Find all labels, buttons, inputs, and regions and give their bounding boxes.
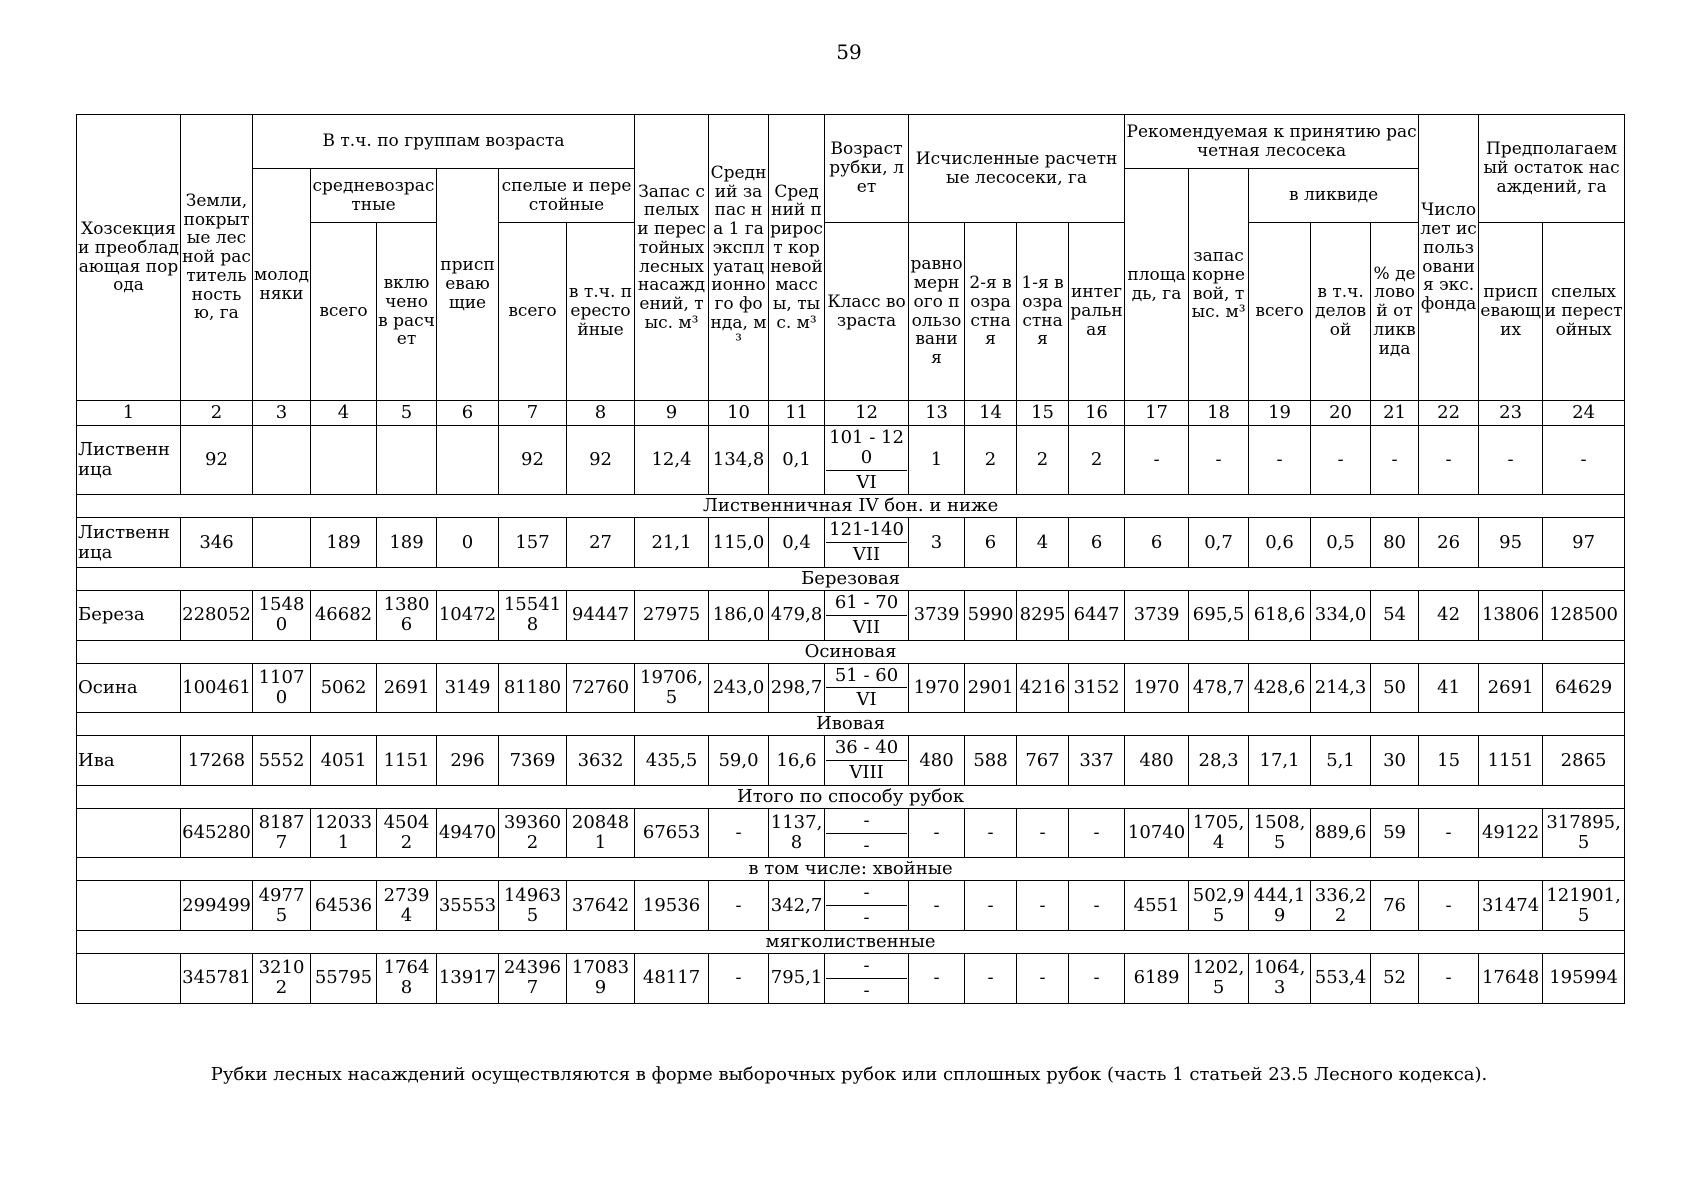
table-cell: 100461: [181, 663, 253, 713]
table-cell: 0: [437, 518, 499, 568]
species-cell: [77, 953, 181, 1003]
table-cell: 6189: [1125, 953, 1189, 1003]
table-cell: 1508,5: [1249, 808, 1311, 858]
table-cell: 3149: [437, 663, 499, 713]
table-cell: 48117: [635, 953, 709, 1003]
table-cell: 6: [1125, 518, 1189, 568]
table-cell: 115,0: [709, 518, 769, 568]
table-cell: 12,4: [635, 426, 709, 495]
section-row: [77, 713, 1625, 736]
table-cell: 1151: [1479, 736, 1543, 786]
table-cell: 243,0: [709, 663, 769, 713]
header-area: площадь, га: [1125, 169, 1189, 401]
table-cell: 27394: [377, 881, 437, 931]
header-age-class: Класс возраста: [825, 223, 909, 401]
table-cell: 228052: [181, 590, 253, 640]
table-cell: 479,8: [769, 590, 825, 640]
header-first-age: 1-я возрастная: [1017, 223, 1069, 401]
cutting-age-value: 36 - 40: [826, 736, 907, 761]
header-remaining-stands: Предполагаемый остаток насаждений, га: [1479, 115, 1625, 223]
table-cell: -: [1125, 426, 1189, 495]
table-cell: 59,0: [709, 736, 769, 786]
table-cell: 27975: [635, 590, 709, 640]
table-cell: 81180: [499, 663, 567, 713]
table-cell: 30: [1371, 736, 1419, 786]
table-cell: 243967: [499, 953, 567, 1003]
table-cell: 435,5: [635, 736, 709, 786]
table-cell: 478,7: [1189, 663, 1249, 713]
column-number: 14: [965, 401, 1017, 426]
table-cell: -: [1069, 881, 1125, 931]
header-years-of-use: Число лет использования экс. фонда: [1419, 115, 1479, 401]
table-cell: 5990: [965, 590, 1017, 640]
column-number: 5: [377, 401, 437, 426]
table-cell: 45042: [377, 808, 437, 858]
table-cell: -: [709, 808, 769, 858]
table-cell: 10472: [437, 590, 499, 640]
table-cell: 32102: [253, 953, 311, 1003]
table-cell: 6: [1069, 518, 1125, 568]
table-cell: -: [1017, 808, 1069, 858]
table-cell: 17648: [377, 953, 437, 1003]
cutting-age-value: -: [826, 954, 907, 979]
table-cell: 553,4: [1311, 953, 1371, 1003]
column-number: 17: [1125, 401, 1189, 426]
column-number: 16: [1069, 401, 1125, 426]
header-recommended-cut: Рекомендуемая к принятию расчетная лесосека: [1125, 115, 1419, 169]
section-row: [77, 858, 1625, 881]
table-cell: 4551: [1125, 881, 1189, 931]
table-cell: 0,1: [769, 426, 825, 495]
column-number: 20: [1311, 401, 1371, 426]
table-cell: 28,3: [1189, 736, 1249, 786]
table-cell: 2: [965, 426, 1017, 495]
header-avg-growth: Средний прирост корневой массы, тыс. м³: [769, 115, 825, 401]
table-cell: 72760: [567, 663, 635, 713]
header-integral: интегральная: [1069, 223, 1125, 401]
cutting-age-value: 51 - 60: [826, 664, 907, 689]
table-cell: -: [1311, 426, 1371, 495]
table-cell: 337: [1069, 736, 1125, 786]
table-cell: 0,4: [769, 518, 825, 568]
section-label: Лиственничная IV бон. и ниже: [77, 495, 1625, 518]
table-cell: -: [1069, 808, 1125, 858]
header-maturing: приспевающие: [437, 169, 499, 401]
table-cell: 128500: [1543, 590, 1625, 640]
table-cell: 155418: [499, 590, 567, 640]
age-class-cell: [825, 518, 909, 568]
column-number: 9: [635, 401, 709, 426]
table-cell: 15: [1419, 736, 1479, 786]
column-number: 21: [1371, 401, 1419, 426]
header-avg-stock: Средний запас на 1 га эксплуатационного фонда, м³: [709, 115, 769, 401]
header-middle-included: включено в расчет: [377, 223, 437, 401]
header-middle-total: всего: [311, 223, 377, 401]
header-young: молодняки: [253, 169, 311, 401]
age-class-cell: [825, 663, 909, 713]
table-cell: -: [1419, 808, 1479, 858]
header-business-percent: % деловой от ликвида: [1371, 223, 1419, 401]
age-class-value: -: [863, 907, 870, 929]
table-cell: 49122: [1479, 808, 1543, 858]
table-cell: 6447: [1069, 590, 1125, 640]
table-cell: -: [1419, 426, 1479, 495]
header-remain-maturing: приспевающих: [1479, 223, 1543, 401]
table-cell: 149635: [499, 881, 567, 931]
table-cell: 94447: [567, 590, 635, 640]
header-forested-land: Земли, покрытые лесной растительностью, га: [181, 115, 253, 401]
table-cell: 157: [499, 518, 567, 568]
table-cell: 317895,5: [1543, 808, 1625, 858]
table-cell: 3152: [1069, 663, 1125, 713]
table-cell: [377, 426, 437, 495]
table-row: [77, 881, 1625, 931]
header-remain-mature: спелых и перестойных: [1543, 223, 1625, 401]
page-number: 59: [836, 40, 862, 64]
table-cell: 1970: [909, 663, 965, 713]
table-cell: 64629: [1543, 663, 1625, 713]
age-class-cell: [825, 736, 909, 786]
table-cell: 37642: [567, 881, 635, 931]
header-liquid-total: всего: [1249, 223, 1311, 401]
table-cell: 189: [377, 518, 437, 568]
table-cell: 5062: [311, 663, 377, 713]
section-label: в том числе: хвойные: [77, 858, 1625, 881]
table-row: [77, 590, 1625, 640]
age-class-value: VII: [852, 616, 881, 638]
header-section-species: Хозсекция и преобладающая порода: [77, 115, 181, 401]
age-class-cell: [825, 590, 909, 640]
section-label: Ивовая: [77, 713, 1625, 736]
table-cell: 428,6: [1249, 663, 1311, 713]
table-cell: 186,0: [709, 590, 769, 640]
table-cell: 3: [909, 518, 965, 568]
table-cell: -: [1479, 426, 1543, 495]
table-cell: -: [909, 881, 965, 931]
table-cell: 27: [567, 518, 635, 568]
table-cell: 76: [1371, 881, 1419, 931]
table-cell: [253, 518, 311, 568]
column-number: 1: [77, 401, 181, 426]
column-number: 22: [1419, 401, 1479, 426]
table-cell: 2: [1017, 426, 1069, 495]
table-cell: 46682: [311, 590, 377, 640]
table-cell: 767: [1017, 736, 1069, 786]
table-cell: 11070: [253, 663, 311, 713]
table-cell: 1970: [1125, 663, 1189, 713]
table-cell: -: [1371, 426, 1419, 495]
table-cell: 31474: [1479, 881, 1543, 931]
table-row: [77, 663, 1625, 713]
table-cell: 889,6: [1311, 808, 1371, 858]
table-row: [77, 736, 1625, 786]
species-cell: Береза: [77, 590, 181, 640]
age-class-cell: [825, 953, 909, 1003]
header-mature-stock: Запас спелых и перестойных лесных насаждений, тыс. м³: [635, 115, 709, 401]
table-cell: 134,8: [709, 426, 769, 495]
header-liquid: в ликвиде: [1249, 169, 1419, 223]
table-row: [77, 518, 1625, 568]
table-cell: 13806: [1479, 590, 1543, 640]
table-cell: 7369: [499, 736, 567, 786]
table-row: [77, 953, 1625, 1003]
header-second-age: 2-я возрастная: [965, 223, 1017, 401]
species-cell: [77, 881, 181, 931]
section-label: Березовая: [77, 567, 1625, 590]
cutting-age-value: 121-140: [826, 518, 907, 543]
table-cell: -: [1017, 953, 1069, 1003]
species-cell: Лиственница: [77, 518, 181, 568]
table-cell: 95: [1479, 518, 1543, 568]
table-cell: 4051: [311, 736, 377, 786]
table-cell: 1137,8: [769, 808, 825, 858]
header-liquid-business: в т.ч. деловой: [1311, 223, 1371, 401]
table-cell: 0,7: [1189, 518, 1249, 568]
table-cell: 59: [1371, 808, 1419, 858]
age-class-value: VIII: [849, 761, 884, 783]
age-class-cell: [825, 426, 909, 495]
section-label: Осиновая: [77, 640, 1625, 663]
section-row: [77, 930, 1625, 953]
age-class-value: VI: [856, 471, 877, 493]
table-cell: 80: [1371, 518, 1419, 568]
table-cell: 17648: [1479, 953, 1543, 1003]
footnote: Рубки лесных насаждений осуществляются в форме выборочных рубок или сплошных рубок (часть 1 статьей 23.5 Лесного кодекса).: [210, 1064, 1488, 1085]
table-cell: 298,7: [769, 663, 825, 713]
column-number: 15: [1017, 401, 1069, 426]
forest-harvest-table: [76, 114, 1625, 1004]
table-cell: 334,0: [1311, 590, 1371, 640]
table-cell: 55795: [311, 953, 377, 1003]
table-cell: -: [965, 808, 1017, 858]
table-cell: 444,19: [1249, 881, 1311, 931]
table-cell: 189: [311, 518, 377, 568]
table-cell: 296: [437, 736, 499, 786]
table-cell: 3632: [567, 736, 635, 786]
table-cell: 5,1: [1311, 736, 1371, 786]
table-cell: 8295: [1017, 590, 1069, 640]
table-cell: 1151: [377, 736, 437, 786]
table-cell: 346: [181, 518, 253, 568]
table-cell: 92: [181, 426, 253, 495]
column-number: 7: [499, 401, 567, 426]
header-mature-total: всего: [499, 223, 567, 401]
table-cell: 170839: [567, 953, 635, 1003]
table-cell: [311, 426, 377, 495]
column-number: 13: [909, 401, 965, 426]
table-cell: 2691: [1479, 663, 1543, 713]
table-cell: 42: [1419, 590, 1479, 640]
table-cell: 120331: [311, 808, 377, 858]
header-calculated-cuts: Исчисленные расчетные лесосеки, га: [909, 115, 1125, 223]
table-cell: [253, 426, 311, 495]
table-cell: 1064,3: [1249, 953, 1311, 1003]
table-cell: 393602: [499, 808, 567, 858]
age-class-cell: [825, 808, 909, 858]
section-label: мягколиственные: [77, 930, 1625, 953]
table-cell: 2901: [965, 663, 1017, 713]
column-number: 2: [181, 401, 253, 426]
table-cell: -: [909, 808, 965, 858]
table-cell: 21,1: [635, 518, 709, 568]
table-cell: -: [1543, 426, 1625, 495]
table-cell: 1202,5: [1189, 953, 1249, 1003]
table-cell: 13917: [437, 953, 499, 1003]
column-number: 24: [1543, 401, 1625, 426]
table-cell: 480: [1125, 736, 1189, 786]
table-cell: -: [1419, 953, 1479, 1003]
table-cell: 50: [1371, 663, 1419, 713]
table-cell: 0,5: [1311, 518, 1371, 568]
column-number: 4: [311, 401, 377, 426]
table-cell: 121901,5: [1543, 881, 1625, 931]
table-cell: 2865: [1543, 736, 1625, 786]
table-cell: 64536: [311, 881, 377, 931]
table-cell: 588: [965, 736, 1017, 786]
header-age-groups: В т.ч. по группам возраста: [253, 115, 635, 169]
header-middle-aged: средневозрастные: [311, 169, 437, 223]
table-row: [77, 808, 1625, 858]
column-number: 23: [1479, 401, 1543, 426]
header-overmature: в т.ч. перестойные: [567, 223, 635, 401]
table-cell: 6: [965, 518, 1017, 568]
table-cell: 97: [1543, 518, 1625, 568]
table-cell: 52: [1371, 953, 1419, 1003]
table-cell: 10740: [1125, 808, 1189, 858]
table-cell: 54: [1371, 590, 1419, 640]
table-cell: 2691: [377, 663, 437, 713]
table-cell: 92: [567, 426, 635, 495]
column-number: 8: [567, 401, 635, 426]
table-cell: 1705,4: [1189, 808, 1249, 858]
age-class-value: -: [863, 979, 870, 1001]
section-row: [77, 495, 1625, 518]
table-cell: 342,7: [769, 881, 825, 931]
table-cell: 49470: [437, 808, 499, 858]
table-cell: -: [1189, 426, 1249, 495]
table-cell: 0,6: [1249, 518, 1311, 568]
cutting-age-value: 101 - 120: [826, 426, 907, 471]
table-cell: 1: [909, 426, 965, 495]
section-row: [77, 785, 1625, 808]
table-cell: 214,3: [1311, 663, 1371, 713]
table-cell: 336,22: [1311, 881, 1371, 931]
table-cell: 695,5: [1189, 590, 1249, 640]
table-cell: 195994: [1543, 953, 1625, 1003]
column-number: 3: [253, 401, 311, 426]
table-cell: 4216: [1017, 663, 1069, 713]
table-cell: 502,95: [1189, 881, 1249, 931]
table-cell: 2: [1069, 426, 1125, 495]
table-cell: 81877: [253, 808, 311, 858]
table-cell: 17,1: [1249, 736, 1311, 786]
age-class-cell: [825, 881, 909, 931]
cutting-age-value: 61 - 70: [826, 591, 907, 616]
table-cell: -: [909, 953, 965, 1003]
column-number: 18: [1189, 401, 1249, 426]
table-cell: 299499: [181, 881, 253, 931]
table-cell: 5552: [253, 736, 311, 786]
cutting-age-value: -: [826, 809, 907, 834]
table-cell: -: [709, 881, 769, 931]
column-number: 19: [1249, 401, 1311, 426]
header-cutting-age: Возраст рубки, лет: [825, 115, 909, 223]
table-cell: 645280: [181, 808, 253, 858]
table-cell: -: [965, 881, 1017, 931]
table-cell: -: [709, 953, 769, 1003]
table-cell: -: [1069, 953, 1125, 1003]
section-row: [77, 640, 1625, 663]
age-class-value: VI: [856, 689, 877, 711]
table-cell: -: [1017, 881, 1069, 931]
table-cell: -: [1249, 426, 1311, 495]
table-cell: 35553: [437, 881, 499, 931]
table-cell: 618,6: [1249, 590, 1311, 640]
section-label: Итого по способу рубок: [77, 785, 1625, 808]
species-cell: Лиственница: [77, 426, 181, 495]
table-cell: 26: [1419, 518, 1479, 568]
table-cell: 13806: [377, 590, 437, 640]
table-cell: 17268: [181, 736, 253, 786]
species-cell: Осина: [77, 663, 181, 713]
table-cell: -: [965, 953, 1017, 1003]
table-cell: 208481: [567, 808, 635, 858]
column-number-row: [77, 401, 1625, 426]
section-row: [77, 567, 1625, 590]
column-number: 12: [825, 401, 909, 426]
table-cell: 3739: [909, 590, 965, 640]
table-cell: 3739: [1125, 590, 1189, 640]
species-cell: Ива: [77, 736, 181, 786]
table-row: [77, 426, 1625, 495]
species-cell: [77, 808, 181, 858]
table-cell: -: [1419, 881, 1479, 931]
table-cell: 92: [499, 426, 567, 495]
cutting-age-value: -: [826, 881, 907, 906]
header-mature-overmature: спелые и перестойные: [499, 169, 635, 223]
table-cell: 15480: [253, 590, 311, 640]
age-class-value: -: [863, 834, 870, 856]
age-class-value: VII: [852, 544, 881, 566]
column-number: 10: [709, 401, 769, 426]
table-cell: 41: [1419, 663, 1479, 713]
table-cell: 345781: [181, 953, 253, 1003]
table-cell: 49775: [253, 881, 311, 931]
table-cell: [437, 426, 499, 495]
column-number: 6: [437, 401, 499, 426]
table-cell: 67653: [635, 808, 709, 858]
header-root-stock: запас корневой, тыс. м³: [1189, 169, 1249, 401]
table-cell: 795,1: [769, 953, 825, 1003]
table-cell: 16,6: [769, 736, 825, 786]
header-uniform-use: равномерного пользования: [909, 223, 965, 401]
table-cell: 4: [1017, 518, 1069, 568]
table-cell: 19536: [635, 881, 709, 931]
table-cell: 19706,5: [635, 663, 709, 713]
column-number: 11: [769, 401, 825, 426]
table-cell: 480: [909, 736, 965, 786]
